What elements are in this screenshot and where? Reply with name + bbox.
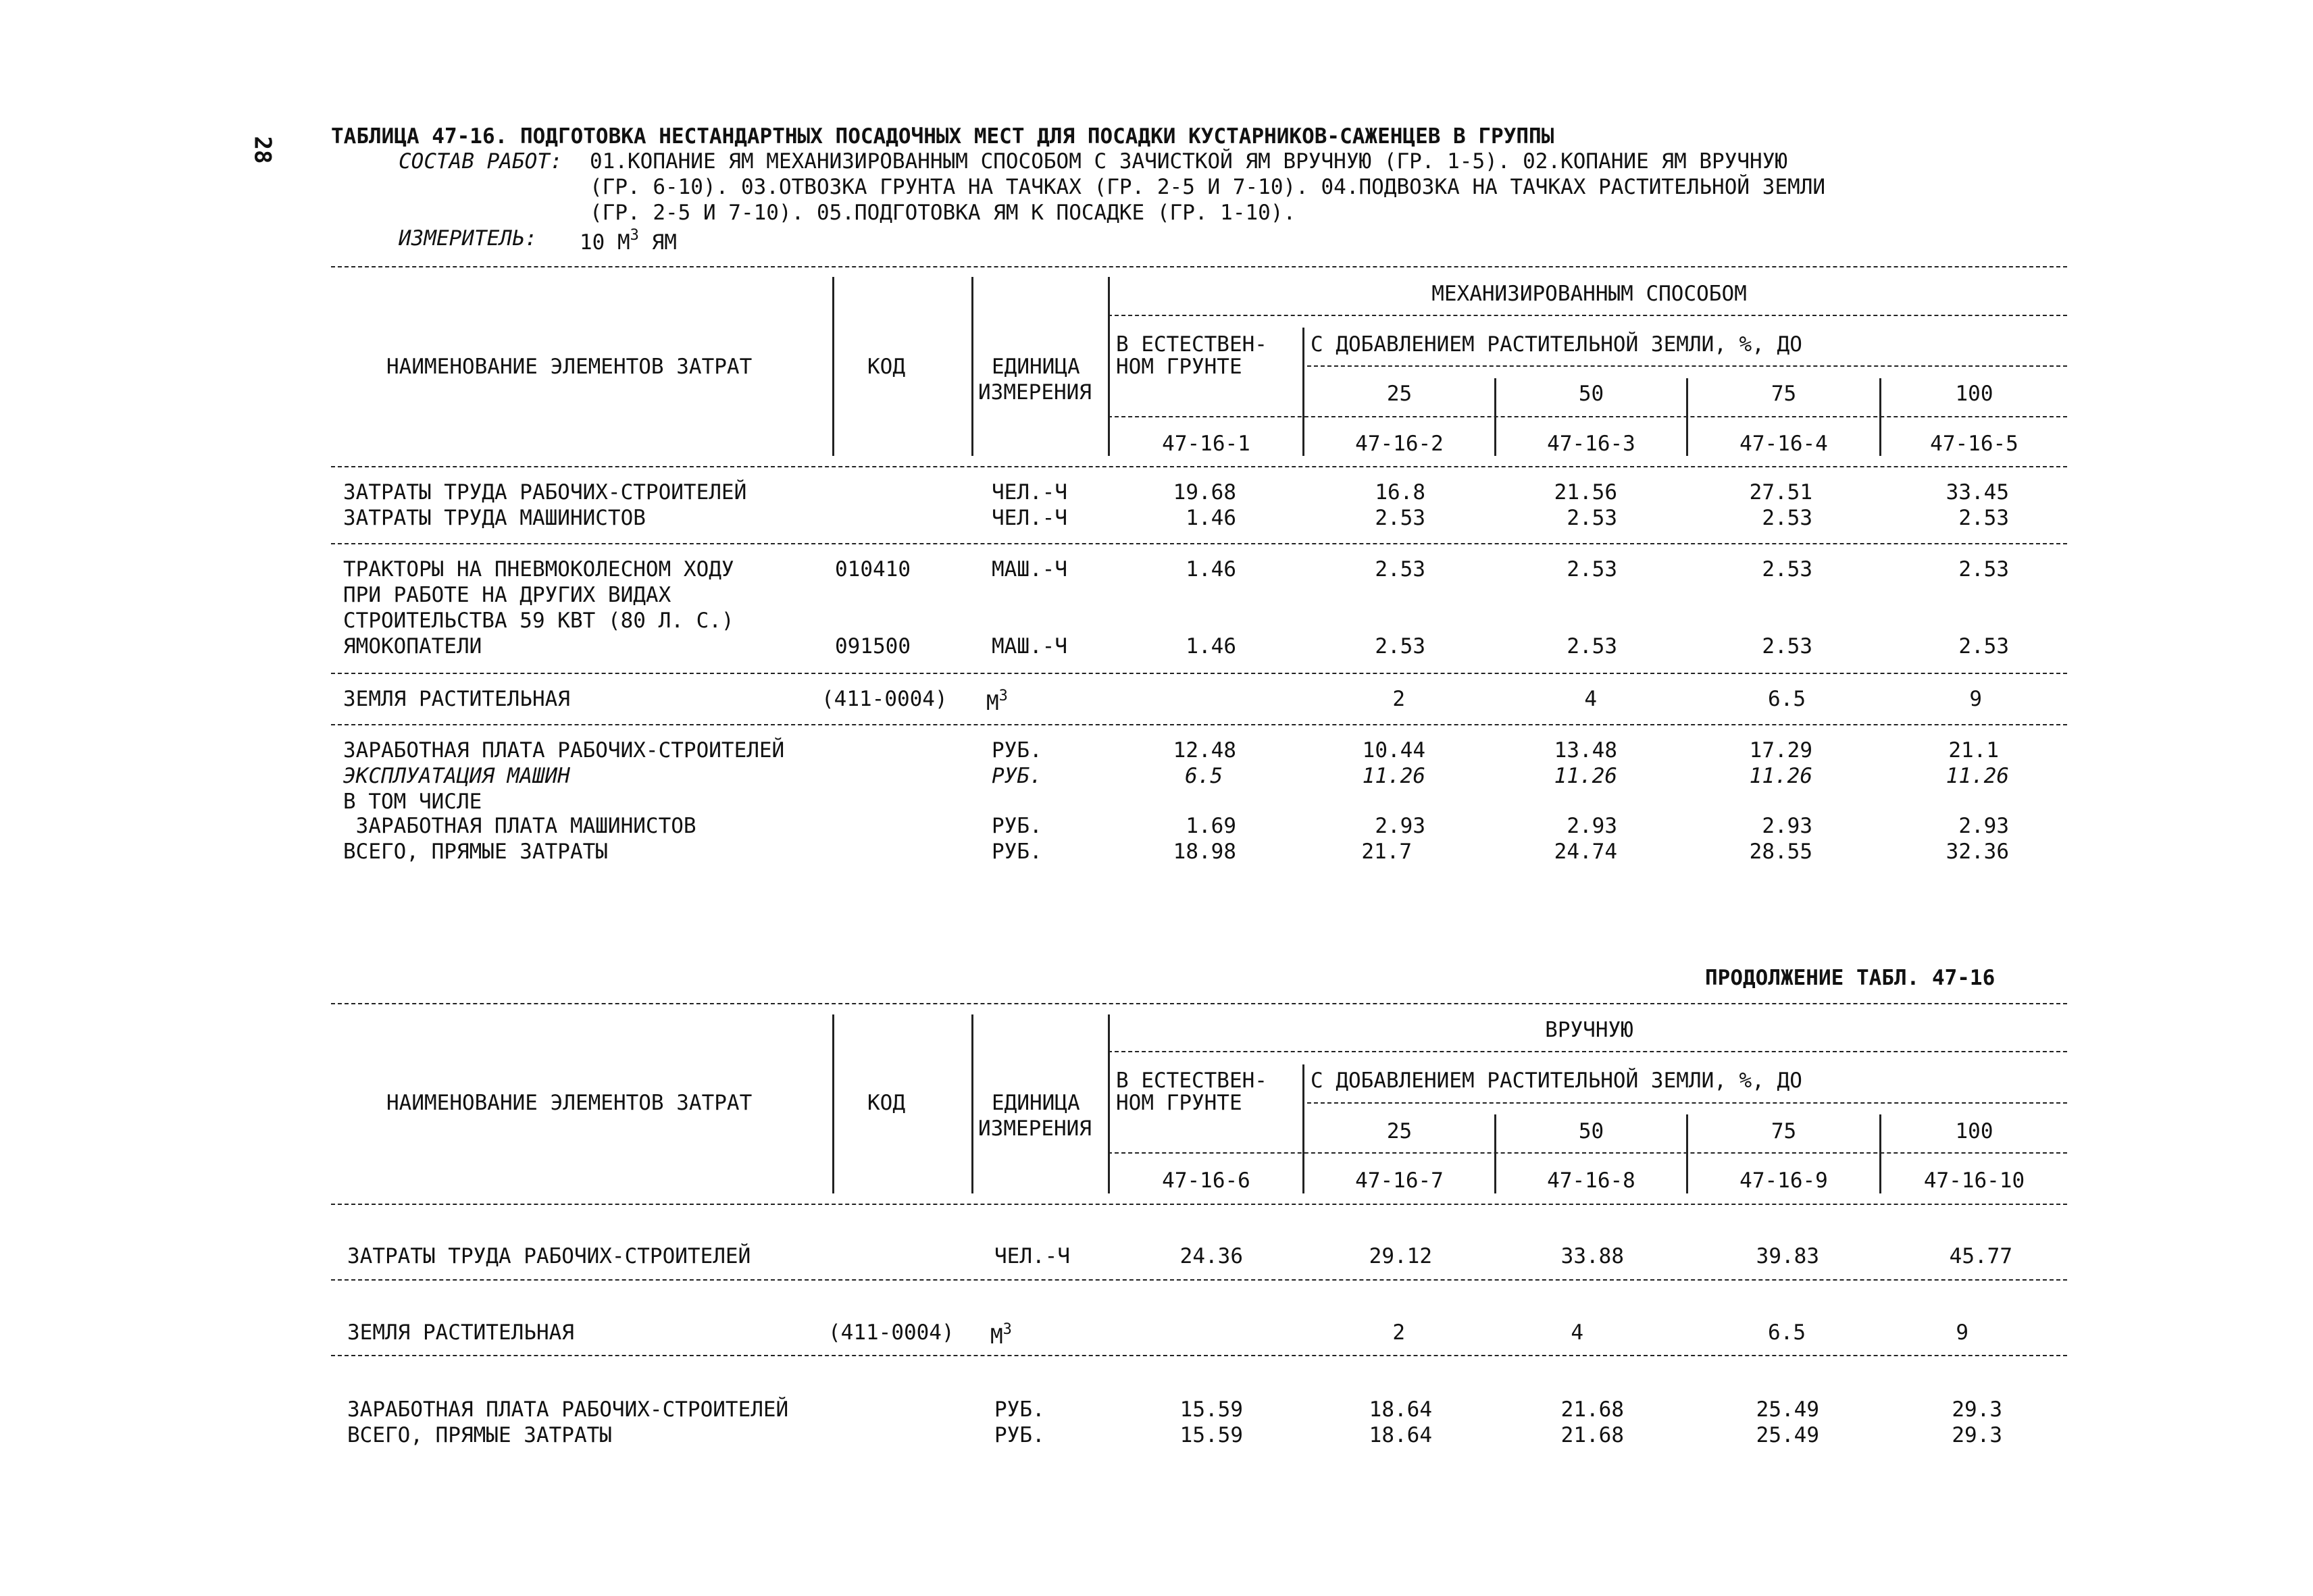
table1-rule-method	[1108, 315, 2067, 316]
table2-pct-100: 100	[1955, 1119, 1993, 1143]
row-value: 27.51	[1749, 480, 1812, 505]
row-name: ПРИ РАБОТЕ НА ДРУГИХ ВИДАХ	[343, 583, 671, 607]
row-unit: ЧЕЛ.-Ч	[992, 506, 1067, 530]
table1-rule-2	[331, 673, 2067, 674]
table2-vline-code	[832, 1014, 834, 1193]
table1-header-natural-1: В ЕСТЕСТВЕН-	[1116, 332, 1267, 357]
table2-colcode-6: 47-16-6	[1162, 1168, 1250, 1193]
table1-rule-top	[331, 266, 2067, 267]
row-unit-sup: 3	[998, 688, 1008, 704]
table2-rule-pct	[1108, 1152, 2067, 1154]
meter-label: ИЗМЕРИТЕЛЬ:	[399, 226, 538, 251]
table1-rule-added	[1307, 365, 2067, 367]
table1-vline-code	[832, 277, 834, 456]
composition-line-1: 01.КОПАНИЕ ЯМ МЕХАНИЗИРОВАННЫМ СПОСОБОМ С ЗАЧИСТКОЙ ЯМ ВРУЧНУЮ (ГР. 1-5). 02.КОПАНИЕ ЯМ ВРУЧНУЮ	[590, 149, 1788, 174]
row-value: 21.56	[1554, 480, 1617, 505]
table1-pct-25: 25	[1386, 382, 1413, 406]
row-value: 18.64	[1369, 1397, 1432, 1422]
table2-header-method: ВРУЧНУЮ	[1545, 1018, 1633, 1042]
row-value: 2.53	[1762, 557, 1812, 582]
row-unit: РУБ.	[992, 814, 1042, 838]
row-value: 2	[1392, 1320, 1405, 1345]
row-value: 21.1	[1948, 738, 1999, 763]
row-unit	[986, 689, 1008, 714]
table2-pct-75: 75	[1771, 1119, 1797, 1143]
row-value: 2.53	[1762, 634, 1812, 659]
row-value: 6.5	[1768, 1320, 1806, 1345]
row-unit-main: М	[990, 1324, 1003, 1349]
table2-rule-2	[331, 1355, 2067, 1356]
table1-header-method: МЕХАНИЗИРОВАННЫМ СПОСОБОМ	[1431, 282, 1747, 306]
row-value: 28.55	[1749, 840, 1812, 864]
table2-colcode-10: 47-16-10	[1923, 1168, 2025, 1193]
row-name: ВСЕГО, ПРЯМЫЕ ЗАТРАТЫ	[343, 840, 608, 864]
row-value: 39.83	[1756, 1244, 1819, 1268]
row-value: 33.45	[1946, 480, 2009, 505]
row-name: ТРАКТОРЫ НА ПНЕВМОКОЛЕСНОМ ХОДУ	[343, 557, 734, 582]
row-value: 12.48	[1173, 738, 1236, 763]
row-value: 29.12	[1369, 1244, 1432, 1268]
row-code: 091500	[835, 634, 911, 659]
table1-rule-1	[331, 543, 2067, 544]
composition-line-2: (ГР. 6-10). 03.ОТВОЗКА ГРУНТА НА ТАЧКАХ (ГР. 2-5 И 7-10). 04.ПОДВОЗКА НА ТАЧКАХ РАСТИТЕЛЬНОЙ ЗЕМЛИ	[590, 175, 1826, 199]
composition-label: СОСТАВ РАБОТ:	[399, 149, 563, 174]
table1-colcode-4: 47-16-4	[1739, 432, 1828, 456]
row-value: 21.7	[1361, 840, 1412, 864]
row-value: 4	[1571, 1320, 1583, 1345]
row-value: 2	[1392, 687, 1405, 711]
row-unit: РУБ.	[992, 840, 1042, 864]
continuation-label: ПРОДОЛЖЕНИЕ ТАБЛ. 47-16	[1705, 966, 1996, 990]
row-value: 11.26	[1554, 764, 1617, 788]
row-value: 9	[1956, 1320, 1968, 1345]
table1-pct-75: 75	[1771, 382, 1797, 406]
row-value: 19.68	[1173, 480, 1236, 505]
row-value: 4	[1584, 687, 1597, 711]
row-unit: РУБ.	[994, 1397, 1045, 1422]
table2-rule-1	[331, 1279, 2067, 1281]
row-value: 25.49	[1756, 1397, 1819, 1422]
row-unit: МАШ.-Ч	[992, 634, 1067, 659]
row-value: 2.53	[1958, 506, 2009, 530]
table1-header-unit-2: ИЗМЕРЕНИЯ	[978, 380, 1092, 405]
row-name: ВСЕГО, ПРЯМЫЕ ЗАТРАТЫ	[347, 1423, 612, 1447]
row-unit: РУБ.	[992, 738, 1042, 763]
table2-colcode-9: 47-16-9	[1739, 1168, 1828, 1193]
row-value: 2.93	[1567, 814, 1617, 838]
row-name: ЗАТРАТЫ ТРУДА РАБОЧИХ-СТРОИТЕЛЕЙ	[343, 480, 747, 505]
table2-header-natural-1: В ЕСТЕСТВЕН-	[1116, 1069, 1267, 1093]
row-name: ЗЕМЛЯ РАСТИТЕЛЬНАЯ	[343, 687, 570, 711]
table1-rule-header	[331, 466, 2067, 467]
page-number: 28	[249, 136, 276, 164]
row-unit: РУБ.	[994, 1423, 1045, 1447]
row-value: 2.53	[1567, 634, 1617, 659]
table2-rule-method	[1108, 1051, 2067, 1052]
table1-header-unit-1: ЕДИНИЦА	[992, 355, 1080, 379]
row-value: 2.93	[1958, 814, 2009, 838]
table1-rule-pct	[1108, 416, 2067, 417]
row-code: 010410	[835, 557, 911, 582]
table2-colcode-8: 47-16-8	[1547, 1168, 1635, 1193]
row-value: 21.68	[1560, 1397, 1624, 1422]
table2-colcode-7: 47-16-7	[1355, 1168, 1444, 1193]
table1-pct-50: 50	[1578, 382, 1604, 406]
row-unit-main: М	[986, 691, 999, 715]
row-value: 2.53	[1567, 506, 1617, 530]
row-value: 6.5	[1768, 687, 1806, 711]
table2-header-code: КОД	[867, 1091, 905, 1115]
table2-rule-top	[331, 1003, 2067, 1004]
row-value: 1.46	[1186, 557, 1236, 582]
row-value: 2.53	[1958, 634, 2009, 659]
row-code: (411-0004)	[828, 1320, 955, 1345]
row-value: 2.53	[1375, 557, 1425, 582]
row-value: 33.88	[1560, 1244, 1624, 1268]
table-title: ТАБЛИЦА 47-16. ПОДГОТОВКА НЕСТАНДАРТНЫХ ПОСАДОЧНЫХ МЕСТ ДЛЯ ПОСАДКИ КУСТАРНИКОВ-САЖЕНЦЕВ В ГРУППЫ	[331, 124, 1554, 149]
row-value: 11.26	[1362, 764, 1425, 788]
table2-rule-header	[331, 1204, 2067, 1205]
table1-header-added: С ДОБАВЛЕНИЕМ РАСТИТЕЛЬНОЙ ЗЕМЛИ, %, ДО	[1311, 332, 1802, 357]
table1-colcode-2: 47-16-2	[1355, 432, 1444, 456]
row-code: (411-0004)	[821, 687, 948, 711]
table1-colcode-5: 47-16-5	[1930, 432, 2018, 456]
table1-pct-100: 100	[1955, 382, 1993, 406]
row-name: ЗАТРАТЫ ТРУДА РАБОЧИХ-СТРОИТЕЛЕЙ	[347, 1244, 751, 1268]
row-unit: РУБ.	[992, 764, 1042, 788]
row-value: 2.53	[1567, 557, 1617, 582]
row-value: 16.8	[1375, 480, 1425, 505]
composition-line-3: (ГР. 2-5 И 7-10). 05.ПОДГОТОВКА ЯМ К ПОСАДКЕ (ГР. 1-10).	[590, 201, 1296, 225]
table1-header-natural-2: НОМ ГРУНТЕ	[1116, 355, 1242, 379]
row-unit	[990, 1322, 1012, 1347]
row-name: СТРОИТЕЛЬСТВА 59 КВТ (80 Л. С.)	[343, 609, 734, 633]
row-value: 15.59	[1179, 1423, 1243, 1447]
row-name: ЗАТРАТЫ ТРУДА МАШИНИСТОВ	[343, 506, 646, 530]
meter-value-post: ЯМ	[638, 230, 677, 255]
row-value: 11.26	[1946, 764, 2009, 788]
table2-header-natural-2: НОМ ГРУНТЕ	[1116, 1091, 1242, 1115]
meter-value	[580, 228, 677, 253]
table2-vline-values	[1108, 1014, 1110, 1193]
row-value: 6.5	[1185, 764, 1223, 788]
table1-rule-3	[331, 724, 2067, 725]
row-value: 9	[1969, 687, 1982, 711]
row-name: ЗАРАБОТНАЯ ПЛАТА МАШИНИСТОВ	[343, 814, 696, 838]
row-value: 15.59	[1179, 1397, 1243, 1422]
table1-header-name: НАИМЕНОВАНИЕ ЭЛЕМЕНТОВ ЗАТРАТ	[386, 355, 753, 379]
table1-colcode-1: 47-16-1	[1162, 432, 1250, 456]
row-value: 1.69	[1186, 814, 1236, 838]
row-value: 21.68	[1560, 1423, 1624, 1447]
row-value: 10.44	[1362, 738, 1425, 763]
row-value: 18.64	[1369, 1423, 1432, 1447]
table2-rule-added	[1307, 1102, 2067, 1104]
row-value: 32.36	[1946, 840, 2009, 864]
row-unit: ЧЕЛ.-Ч	[994, 1244, 1070, 1268]
table1-vline-unit	[971, 277, 973, 456]
row-name: ЗАРАБОТНАЯ ПЛАТА РАБОЧИХ-СТРОИТЕЛЕЙ	[347, 1397, 789, 1422]
row-value: 2.93	[1375, 814, 1425, 838]
row-value: 2.53	[1375, 634, 1425, 659]
table2-header-unit-2: ИЗМЕРЕНИЯ	[978, 1116, 1092, 1141]
row-value: 45.77	[1949, 1244, 2012, 1268]
row-value: 2.53	[1375, 506, 1425, 530]
row-name: ЭКСПЛУАТАЦИЯ МАШИН	[343, 764, 570, 788]
row-value: 24.74	[1554, 840, 1617, 864]
row-value: 29.3	[1952, 1397, 2002, 1422]
row-value: 18.98	[1173, 840, 1236, 864]
row-unit-sup: 3	[1002, 1321, 1012, 1338]
row-value: 2.53	[1958, 557, 2009, 582]
row-value: 13.48	[1554, 738, 1617, 763]
row-value: 2.93	[1762, 814, 1812, 838]
row-value: 25.49	[1756, 1423, 1819, 1447]
table2-pct-50: 50	[1578, 1119, 1604, 1143]
table2-header-name: НАИМЕНОВАНИЕ ЭЛЕМЕНТОВ ЗАТРАТ	[386, 1091, 753, 1115]
table2-header-added: С ДОБАВЛЕНИЕМ РАСТИТЕЛЬНОЙ ЗЕМЛИ, %, ДО	[1311, 1069, 1802, 1093]
table2-pct-25: 25	[1386, 1119, 1413, 1143]
row-name: ЯМОКОПАТЕЛИ	[343, 634, 482, 659]
table1-colcode-3: 47-16-3	[1547, 432, 1635, 456]
table1-vline-values	[1108, 277, 1110, 456]
row-unit: МАШ.-Ч	[992, 557, 1067, 582]
row-value: 24.36	[1179, 1244, 1243, 1268]
table2-header-unit-1: ЕДИНИЦА	[992, 1091, 1080, 1115]
meter-value-main: 10 М	[580, 230, 630, 255]
row-value: 1.46	[1186, 506, 1236, 530]
row-name: ЗЕМЛЯ РАСТИТЕЛЬНАЯ	[347, 1320, 574, 1345]
row-value: 2.53	[1762, 506, 1812, 530]
meter-value-sup: 3	[630, 227, 639, 244]
table2-vline-unit	[971, 1014, 973, 1193]
row-unit: ЧЕЛ.-Ч	[992, 480, 1067, 505]
row-name: В ТОМ ЧИСЛЕ	[343, 790, 482, 814]
table1-header-code: КОД	[867, 355, 905, 379]
row-value: 17.29	[1749, 738, 1812, 763]
row-value: 1.46	[1186, 634, 1236, 659]
row-value: 29.3	[1952, 1423, 2002, 1447]
row-value: 11.26	[1749, 764, 1812, 788]
row-name: ЗАРАБОТНАЯ ПЛАТА РАБОЧИХ-СТРОИТЕЛЕЙ	[343, 738, 785, 763]
